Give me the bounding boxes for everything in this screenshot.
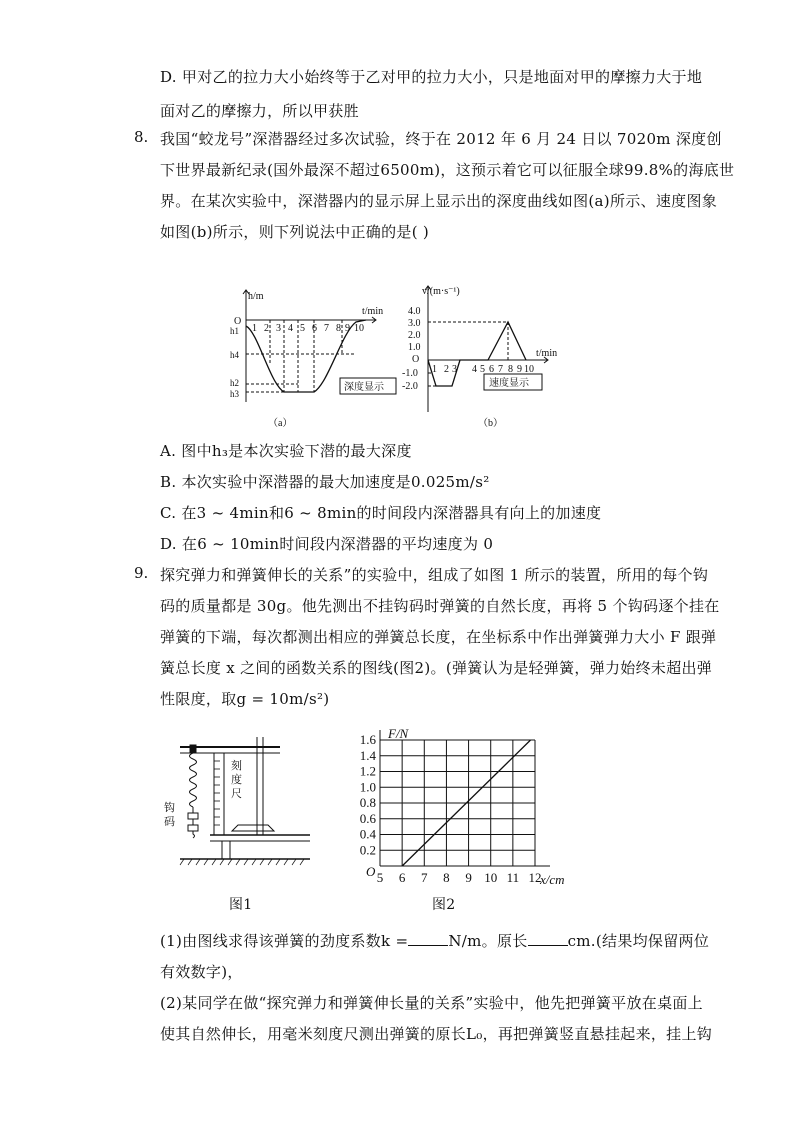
fig2-xtick-label: 6: [398, 870, 406, 885]
q8-stem-line2: 下世界最新纪录(国外最深不超过6500m)，这预示着它可以征服全球99.8%的海底世: [160, 161, 735, 179]
fig-b-origin: O: [412, 354, 420, 365]
fig-a-tick-3: 3: [276, 323, 281, 334]
fig-a-h1: h1: [230, 326, 239, 336]
original-length-blank[interactable]: [528, 931, 568, 946]
q9-stem-line2: 码的质量都是 30g。他先测出不挂钩码时弹簧的自然长度，再将 5 个钩码逐个挂在: [160, 597, 720, 615]
fig-b-tick-3: 3: [452, 364, 457, 375]
fig2-ytick-label: 0.8: [359, 795, 376, 810]
fig1-caption: 图1: [229, 897, 253, 913]
fig1-ruler-label-2: 度: [231, 774, 242, 786]
fig-b-caption: （b）: [478, 418, 503, 429]
fig2-xtick-label: 10: [484, 870, 498, 885]
fig-a-tick-9: 9: [345, 323, 350, 334]
fig-b-display-label: 速度显示: [489, 378, 529, 389]
q8-option-d: D. 在6 ~ 10min时间段内深潜器的平均速度为 0: [160, 535, 494, 553]
fig2-ytick-label: 0.4: [359, 826, 376, 842]
fig2-xtick-label: 11: [506, 870, 520, 885]
q9-sub2-line1: (2)某同学在做“探究弹力和弹簧伸长量的关系”实验中，他先把弹簧平放在桌面上: [160, 994, 703, 1012]
q9-stem-line5: 性限度，取g = 10m/s²): [160, 690, 330, 708]
fig-b-tick-2: 2: [444, 364, 449, 375]
q7-option-d-line2: 面对乙的摩擦力，所以甲获胜: [160, 102, 359, 120]
q8-option-a: A. 图中h₃是本次实验下潜的最大深度: [160, 442, 412, 460]
fig1-ruler-label-1: 刻: [231, 760, 242, 772]
fig-a-caption: （a）: [268, 418, 293, 429]
q9-sub1-line2: 有效数字)，: [160, 963, 243, 981]
fig2-xlabel: x/cm: [540, 872, 565, 887]
fig1-weight-label-2: 码: [164, 816, 175, 828]
fig-b-tick-5: 5: [480, 364, 485, 375]
fig2-xtick-label: 7: [421, 870, 428, 885]
q8-stem-line3: 界。在某次实验中，深潜器内的显示屏上显示出的深度曲线如图(a)所示、速度图象: [160, 192, 718, 210]
fig2-xtick-label: 5: [376, 870, 384, 885]
fig2-caption: 图2: [432, 897, 456, 913]
q9-stem-line3: 弹簧的下端，每次都测出相应的弹簧总长度，在坐标系中作出弹簧弹力大小 F 跟弹: [160, 628, 717, 646]
fig-a-display-label: 深度显示: [344, 382, 384, 393]
q9-sub1-text-c: cm.(结果均保留两位: [567, 932, 710, 950]
fig-b-xlabel: t/min: [536, 348, 558, 359]
q9-stem-line4: 簧总长度 x 之间的函数关系的图线(图2)。(弹簧认为是轻弹簧，弹力始终未超出弹: [160, 659, 713, 677]
q8-number: 8.: [134, 128, 149, 146]
fig-a-h3: h3: [230, 389, 239, 399]
fig2-ytick-label: 1.0: [359, 779, 376, 795]
fig-a-tick-5: 5: [300, 323, 305, 334]
q8-option-c: C. 在3 ~ 4min和6 ~ 8min的时间段内深潜器具有向上的加速度: [160, 504, 602, 522]
q9-sub1-line1: [160, 930, 709, 951]
fig-a-xlabel: t/min: [362, 306, 384, 317]
q8-option-b: B. 本次实验中深潜器的最大加速度是0.025m/s²: [160, 473, 490, 491]
fig-b-ylabel: v/(m·s⁻¹): [422, 286, 460, 297]
fig-b-ytick-4: 4.0: [408, 306, 421, 317]
fig-b-tick-7: 7: [498, 364, 503, 375]
fig-a-tick-1: 1: [252, 323, 257, 334]
q7-option-d-line1: D. 甲对乙的拉力大小始终等于乙对甲的拉力大小，只是地面对甲的摩擦力大于地: [160, 68, 703, 86]
fig-a-tick-4: 4: [288, 323, 293, 334]
fig-b-ytick-2: 2.0: [408, 330, 421, 341]
q8-stem-line4: 如图(b)所示，则下列说法中正确的是( ): [160, 223, 430, 241]
fig2-origin: O: [366, 864, 376, 879]
fig2-xtick-label: 8: [443, 870, 450, 885]
fig-b-ytick-1: 1.0: [408, 342, 421, 353]
fig-b-tick-9: 9: [517, 364, 522, 375]
q8-stem-line1: 我国“蛟龙号”深潜器经过多次试验，终于在 2012 年 6 月 24 日以 7020m 深度创: [160, 130, 722, 148]
fig1-ruler-label-3: 尺: [231, 788, 242, 800]
fig2-ytick-label: 1.6: [359, 732, 376, 747]
fig2-ytick-label: 1.2: [359, 763, 376, 779]
fig2-ylabel: F/N: [388, 726, 409, 741]
q9-sub2-line2: 使其自然伸长，用毫米刻度尺测出弹簧的原长L₀，再把弹簧竖直悬挂起来，挂上钩: [160, 1025, 713, 1043]
q9-stem-line1: 探究弹力和弹簧伸长的关系”的实验中，组成了如图 1 所示的装置，所用的每个钩: [160, 566, 709, 584]
fig2-ytick-label: 0.2: [359, 842, 376, 858]
q9-sub1-text-b: N/m。原长: [448, 932, 528, 950]
fig-a-tick-6: 6: [312, 323, 317, 334]
fig2-xtick-label: 12: [528, 870, 542, 885]
fig-a-origin: O: [234, 316, 242, 327]
fig-a-h4: h4: [230, 350, 239, 360]
fig-b-tick-1: 1: [432, 364, 437, 375]
fig-b-ytick-3: 3.0: [408, 318, 421, 329]
spring-apparatus-figure: [160, 735, 320, 880]
fig-a-h2: h2: [230, 378, 239, 388]
fig-b-tick-4: 4: [472, 364, 477, 375]
force-length-chart: [350, 722, 580, 892]
fig-a-tick-8: 8: [336, 323, 341, 334]
fig2-ytick-label: 1.4: [359, 747, 376, 763]
fig1-weight-label-1: 钩: [164, 802, 175, 814]
fig-b-tick-10: 10: [524, 364, 534, 375]
fig-a-ylabel: h/m: [248, 291, 264, 302]
fig-a-tick-2: 2: [264, 323, 269, 334]
q9-sub1-text-a: (1)由图线求得该弹簧的劲度系数k =: [160, 932, 409, 950]
fig2-ytick-label: 0.6: [359, 810, 376, 826]
fig-b-tick-6: 6: [489, 364, 494, 375]
stiffness-blank[interactable]: [408, 931, 448, 946]
fig-b-ytick-m1: -1.0: [402, 368, 418, 379]
fig2-xtick-label: 9: [465, 870, 472, 885]
fig-b-ytick-m2: -2.0: [402, 381, 418, 392]
q9-number: 9.: [134, 564, 149, 582]
fig-a-tick-7: 7: [324, 323, 329, 334]
velocity-graph-b: [368, 282, 568, 434]
fig-a-tick-10: 10: [354, 323, 364, 334]
fig-b-tick-8: 8: [508, 364, 513, 375]
